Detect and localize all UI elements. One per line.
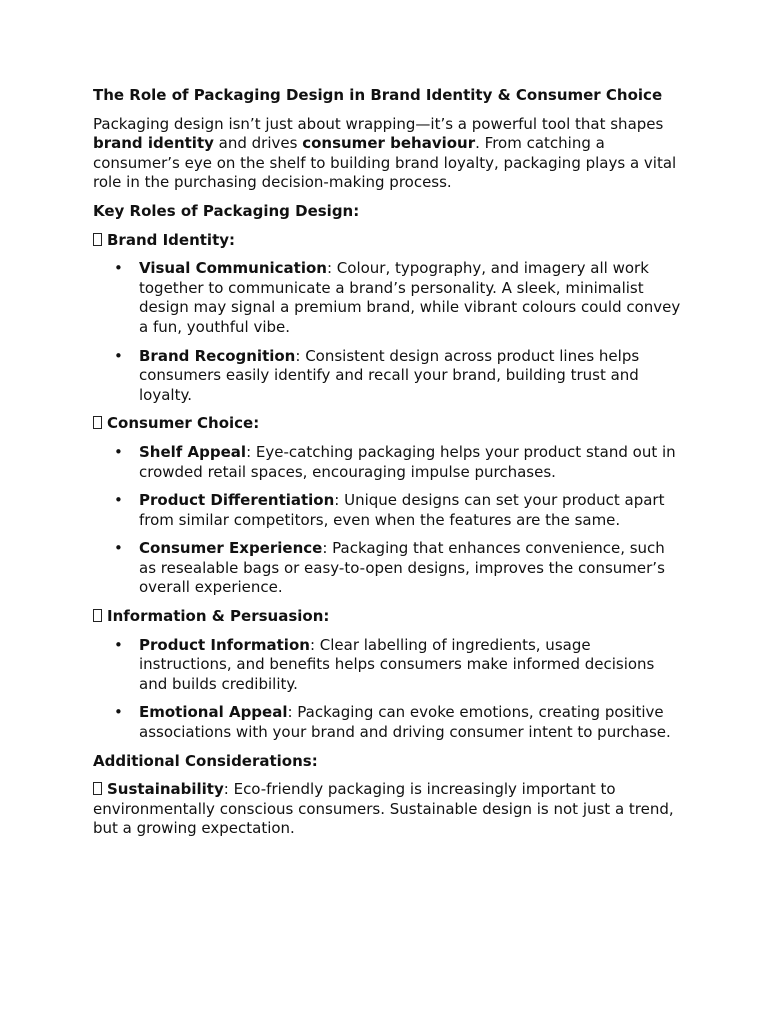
list-item-text: : Packaging can evoke emotions, creating positive associations with your brand and driving consumer intent to purchase.: [139, 703, 671, 742]
section-list-consumer-choice: [93, 443, 683, 598]
bullet-icon: •: [114, 259, 123, 278]
list-item-text: : Packaging that enhances convenience, such as resealable bags or easy-to-open designs, improves the consumer’s overall experience.: [139, 539, 665, 597]
list-item: [93, 347, 683, 406]
list-item: [93, 443, 683, 482]
bullet-icon: •: [114, 635, 123, 654]
list-item-term: Product Information: [139, 635, 310, 654]
list-item-text: : Unique designs can set your product apart from similar competitors, even when the features are the same.: [139, 491, 665, 529]
list-item-term: Shelf Appeal: [139, 442, 247, 461]
intro-paragraph: [93, 115, 683, 193]
intro-bold-1: brand identity: [93, 134, 214, 153]
list-item-term: Product Differentiation: [139, 491, 335, 510]
list-item-term: Brand Recognition: [139, 346, 296, 365]
list-item-term: Emotional Appeal: [139, 703, 288, 722]
section-list-brand-identity: [93, 259, 683, 405]
section-heading-label: Consumer Choice:: [107, 414, 260, 433]
additional-considerations-heading: Additional Considerations:: [93, 751, 318, 770]
list-item: [93, 491, 683, 530]
missing-glyph-icon: [93, 782, 102, 795]
section-heading-information-persuasion: [93, 607, 683, 627]
section-list-information-persuasion: [93, 636, 683, 743]
list-item: [93, 539, 683, 598]
section-heading-consumer-choice: [93, 414, 683, 434]
bullet-icon: •: [114, 539, 123, 558]
list-item-text: : Colour, typography, and imagery all work together to communicate a brand’s personality. A sleek, minimalist design may signal a premium brand, while vibrant colours could convey a fun, youthful vibe.: [139, 259, 681, 336]
intro-bold-2: consumer behaviour: [302, 134, 476, 153]
list-item-text: : Eye-catching packaging helps your product stand out in crowded retail spaces, encouraging impulse purchases.: [139, 442, 676, 481]
document-page: [93, 86, 683, 848]
list-item-text: : Clear labelling of ingredients, usage instructions, and benefits helps consumers make informed decisions and builds credibility.: [139, 635, 655, 693]
intro-text-1: Packaging design isn’t just about wrapping—it’s a powerful tool that shapes: [93, 114, 664, 133]
intro-text-2: and drives: [213, 134, 303, 153]
list-item-text: : Consistent design across product lines helps consumers easily identify and recall your brand, building trust and loyalty.: [139, 346, 640, 404]
sustainability-paragraph: [93, 780, 683, 839]
missing-glyph-icon: [93, 233, 102, 246]
section-heading-label: Brand Identity:: [107, 230, 236, 249]
missing-glyph-icon: [93, 416, 102, 429]
missing-glyph-icon: [93, 609, 102, 622]
list-item: [93, 259, 683, 337]
intro-text-3: . From catching a consumer’s eye on the shelf to building brand loyalty, packaging plays a vital role in the purchasing decision-making process.: [93, 134, 677, 192]
sustainability-term: Sustainability: [107, 780, 224, 799]
section-heading-label: Information & Persuasion:: [107, 607, 330, 626]
bullet-icon: •: [114, 442, 123, 461]
bullet-icon: •: [114, 346, 123, 365]
list-item-term: Visual Communication: [139, 259, 327, 278]
bullet-icon: •: [114, 491, 123, 510]
list-item: [93, 703, 683, 742]
bullet-icon: •: [114, 703, 123, 722]
list-item-term: Consumer Experience: [139, 539, 323, 558]
list-item: [93, 636, 683, 695]
section-heading-brand-identity: [93, 231, 683, 251]
document-title: The Role of Packaging Design in Brand Identity & Consumer Choice: [93, 86, 663, 104]
key-roles-heading: Key Roles of Packaging Design:: [93, 201, 360, 220]
sustainability-text: : Eco-friendly packaging is increasingly important to environmentally conscious consumers. Sustainable design is not just a trend, but a growing expectation.: [93, 780, 674, 838]
